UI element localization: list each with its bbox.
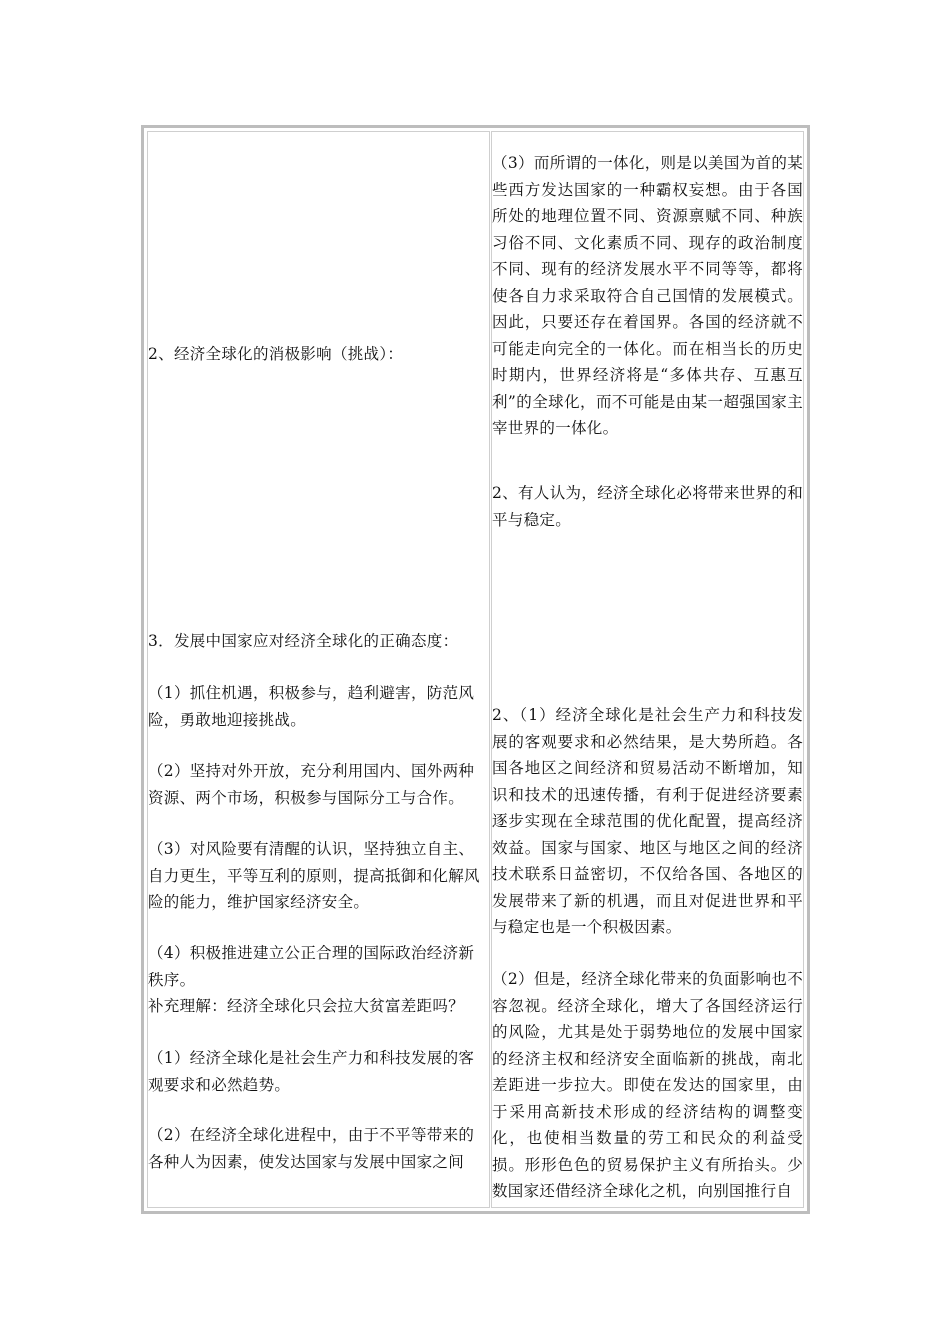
claim-2-paragraph: 2、有人认为，经济全球化必将带来世界的和平与稳定。 (492, 484, 803, 529)
heading-correct-attitude: 3．发展中国家应对经济全球化的正确态度： (148, 632, 459, 650)
attitude-item-1: （1）抓住机遇，积极参与，趋利避害，防范风险，勇敢地迎接挑战。 (148, 684, 475, 729)
supplement-question: 补充理解：经济全球化只会拉大贫富差距吗？ (148, 997, 465, 1015)
content-table (141, 125, 810, 1214)
attitude-item-4: （4）积极推进建立公正合理的国际政治经济新秩序。 (148, 944, 475, 989)
heading-negative-effects: 2、经济全球化的消极影响（挑战）： (148, 345, 404, 363)
point-3-paragraph: （3）而所谓的一体化，则是以美国为首的某些西方发达国家的一种霸权妄想。由于各国所处的地理位置不同、资源禀赋不同、种族习俗不同、文化素质不同、现存的政治制度不同、现有的经济发展水平不同等等，都将使各自力求采取符合自己国情的发展模式。因此，只要还存在着国界。各国的经济就不可能走向完全的一体化。而在相当长的历史时期内，世界经济将是“多体共存、互惠互利”的全球化，而不可能是由某一超强国家主宰世界的一体化。 (492, 154, 803, 437)
attitude-item-3: （3）对风险要有清醒的认识，坚持独立自主、自力更生，平等互利的原则，提高抵御和化解风险的能力，维护国家经济安全。 (148, 840, 480, 911)
attitude-item-2: （2）坚持对外开放，充分利用国内、国外两种资源、两个市场，积极参与国际分工与合作。 (148, 762, 475, 807)
supplement-item-1: （1）经济全球化是社会生产力和科技发展的客观要求和必然趋势。 (148, 1049, 475, 1094)
right-column (491, 131, 804, 1208)
left-column (147, 131, 490, 1208)
answer-2-1-paragraph: 2、（1）经济全球化是社会生产力和科技发展的客观要求和必然结果，是大势所趋。各国各地区之间经济和贸易活动不断增加，知识和技术的迅速传播，有利于促进经济要素逐步实现在全球范围的优化配置，提高经济效益。国家与国家、地区与地区之间的经济技术联系日益密切，不仅给各国、各地区的发展带来了新的机遇，而且对促进世界和平与稳定也是一个积极因素。 (492, 706, 803, 936)
answer-2-2-paragraph: （2）但是，经济全球化带来的负面影响也不容忽视。经济全球化，增大了各国经济运行的风险，尤其是处于弱势地位的发展中国家的经济主权和经济安全面临新的挑战，南北差距进一步拉大。即使在发达的国家里，由于采用高新技术形成的经济结构的调整变化，也使相当数量的劳工和民众的利益受损。形形色色的贸易保护主义有所抬头。少数国家还借经济全球化之机，向别国推行自 (492, 970, 803, 1200)
supplement-item-2: （2）在经济全球化进程中，由于不平等带来的各种人为因素，使发达国家与发展中国家之间 (148, 1126, 475, 1171)
